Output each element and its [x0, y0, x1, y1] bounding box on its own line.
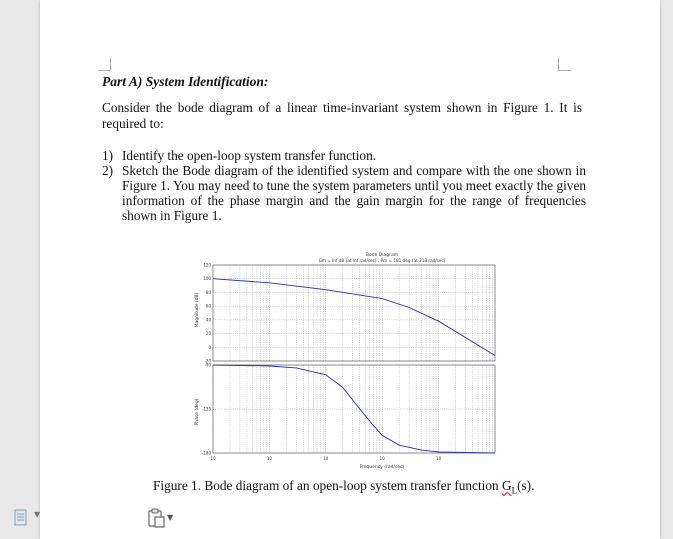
margin-corner-mark — [98, 58, 111, 71]
magnitude-axis-label: Magnitude (dB) — [195, 292, 200, 328]
phase-panel — [202, 363, 495, 462]
magnitude-tick-label: 40 — [205, 317, 211, 323]
x-tick-label: 10 — [210, 456, 216, 461]
x-tick-label: 10 — [266, 456, 272, 461]
list-item-number: 2) — [102, 163, 114, 178]
list-item-text: Sketch the Bode diagram of the identified system and compare with the one shown in Figure 1. You may need to tune the system parameters until you meet exactly the given information of the phase margin and the gain margin for the range of frequencies shown in Figure 1. — [122, 163, 586, 223]
magnitude-tick-label: 120 — [203, 262, 211, 268]
document-status-button[interactable] — [12, 508, 32, 528]
caption-symbol-subscript: L — [511, 485, 518, 496]
magnitude-tick-label: 80 — [205, 289, 211, 295]
list-item-text: Identify the open-loop system transfer function. — [122, 148, 377, 163]
paste-options-icon — [146, 507, 168, 529]
document-icon — [12, 508, 32, 528]
phase-tick-label: -135 — [201, 406, 211, 412]
margin-corner-mark — [558, 58, 571, 71]
x-tick-label: 10 — [323, 456, 329, 461]
task-list — [102, 148, 586, 223]
chart-subtitle: Gm = Inf dB (at Inf rad/sec) , Pm = 181 deg (at 318 rad/sec) — [318, 258, 446, 263]
magnitude-tick-label: 60 — [205, 303, 211, 309]
chevron-down-icon[interactable]: ▼ — [34, 510, 41, 519]
x-tick-label: 10 — [436, 456, 442, 461]
figure-caption — [153, 478, 583, 496]
chart-title: Bode Diagram — [365, 253, 399, 258]
list-item-number: 1) — [102, 148, 114, 163]
magnitude-frame — [213, 265, 495, 361]
x-tick-label: 10 — [379, 456, 385, 461]
bode-diagram-chart — [140, 247, 580, 477]
magnitude-tick-label: 20 — [205, 331, 211, 337]
magnitude-panel — [203, 263, 495, 364]
document-page — [40, 0, 660, 539]
phase-tick-label: -90 — [204, 362, 211, 368]
caption-text: Figure 1. Bode diagram of an open-loop system transfer function — [153, 478, 502, 493]
phase-axis-label: Phase (deg) — [195, 398, 200, 426]
magnitude-tick-label: -20 — [204, 358, 211, 364]
bode-figure — [140, 247, 580, 477]
x-axis-label: Frequency (rad/sec) — [359, 465, 405, 470]
intro-paragraph: Consider the bode diagram of a linear time-invariant system shown in Figure 1. It is required to: — [102, 100, 582, 131]
caption-suffix: (s). — [517, 478, 535, 493]
list-item — [102, 163, 586, 223]
chevron-down-icon[interactable]: ▼ — [167, 513, 174, 522]
section-heading: Part A) System Identification: — [102, 74, 269, 89]
caption-symbol-g: G — [501, 478, 512, 493]
magnitude-tick-label: 0 — [208, 344, 211, 350]
list-item — [102, 148, 586, 163]
magnitude-tick-label: 100 — [203, 276, 211, 282]
caption-symbol — [501, 478, 518, 496]
phase-tick-label: -180 — [201, 450, 211, 456]
